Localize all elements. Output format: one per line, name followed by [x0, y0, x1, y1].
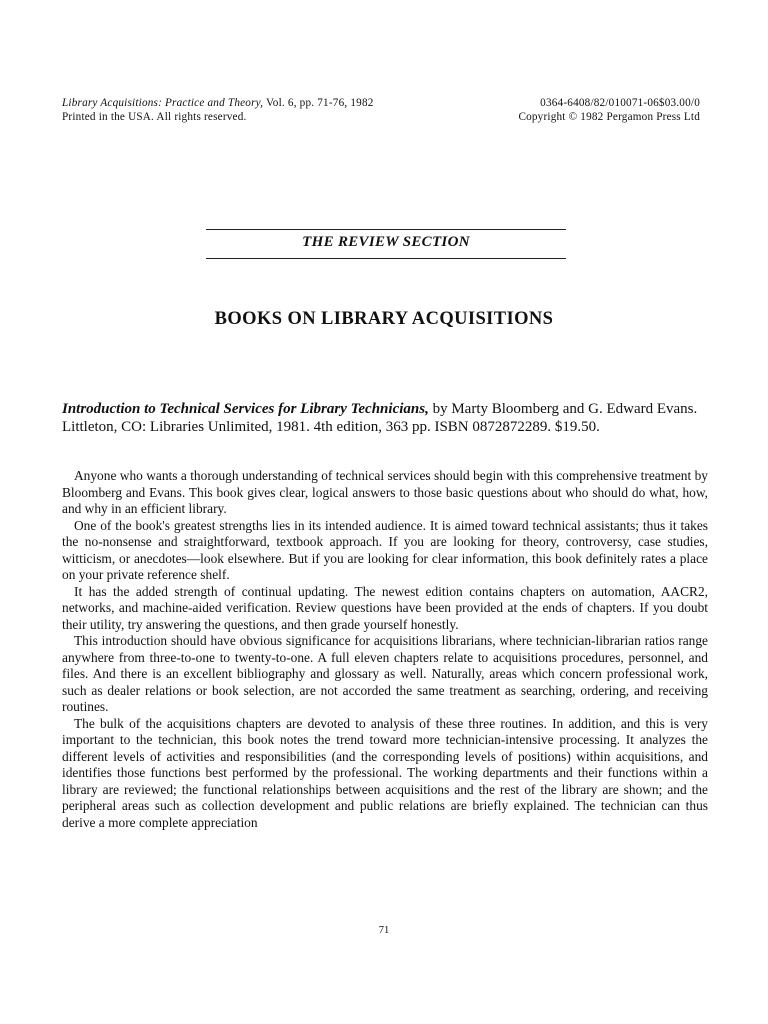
section-rule-bottom — [206, 258, 566, 259]
article-title: BOOKS ON LIBRARY ACQUISITIONS — [214, 309, 554, 329]
journal-details: Vol. 6, pp. 71-76, 1982 — [263, 97, 374, 109]
paragraph: Anyone who wants a thorough understanding of technical services should begin with this comprehensive treatment by Bloomberg and Evans. This book gives clear, logical answers to those basic questions about who should do what, how, and why in an efficient library. — [62, 468, 708, 516]
copyright-notice: Copyright © 1982 Pergamon Press Ltd — [518, 111, 700, 123]
section-rule-top — [206, 229, 566, 230]
printed-notice: Printed in the USA. All rights reserved. — [62, 111, 247, 123]
journal-header — [62, 96, 374, 124]
book-details: by Marty Bloomberg and G. Edward Evans. Littleton, CO: Libraries Unlimited, 1981. 4th edition, 363 pp. ISBN 0872872289. $19.50. — [62, 401, 698, 435]
paragraph: This introduction should have obvious significance for acquisitions librarians, where technician-librarian ratios range anywhere from three-to-one to twenty-to-one. A full eleven chapters relate to acquisitions procedures, personnel, and files. And there is an excellent bibliography and glossary as well. Naturally, areas which concern professional work, such as dealer relations or book selection, are not accorded the same treatment as searching, ordering, and receiving routines. — [62, 633, 708, 714]
journal-citation-line — [62, 96, 374, 110]
paragraph: The bulk of the acquisitions chapters are devoted to analysis of these three routines. In addition, and this is very important to the technician, this book notes the trend toward more technician-intensive processing. It analyzes the different levels of activities and responsibilities (and the corresponding levels of positions) within acquisitions, and identifies those functions best performed by the professional. The working departments and their functions within a library are reviewed; the functional relationships between acquisitions and the rest of the library are shown; and the peripheral areas such as collection development and public relations are briefly explained. The technician can thus derive a more complete appreciation — [62, 715, 708, 830]
issn-code: 0364-6408/82/010071-06$03.00/0 — [540, 97, 700, 109]
page-number: 71 — [378, 925, 390, 936]
book-title: Introduction to Technical Services for Library Technicians, — [62, 401, 429, 417]
review-body — [62, 468, 708, 831]
paragraph: It has the added strength of continual updating. The newest edition contains chapters on automation, AACR2, networks, and machine-aided verification. Review questions have been provided at the ends of chapters. If you doubt their utility, try answering the questions, and then grade yourself honestly. — [62, 583, 708, 632]
section-title: THE REVIEW SECTION — [302, 234, 470, 250]
book-citation — [62, 400, 708, 436]
paragraph: One of the book's greatest strengths lies in its intended audience. It is aimed toward technical assistants; thus it takes the no-nonsense and straightforward, textbook approach. If you are looking for theory, controversy, case studies, witticism, or anecdotes—look elsewhere. But if you are looking for clear information, this book definitely rates a place on your private reference shelf. — [62, 517, 708, 582]
journal-title: Library Acquisitions: Practice and Theory, — [62, 97, 264, 109]
publisher-header — [518, 96, 700, 124]
